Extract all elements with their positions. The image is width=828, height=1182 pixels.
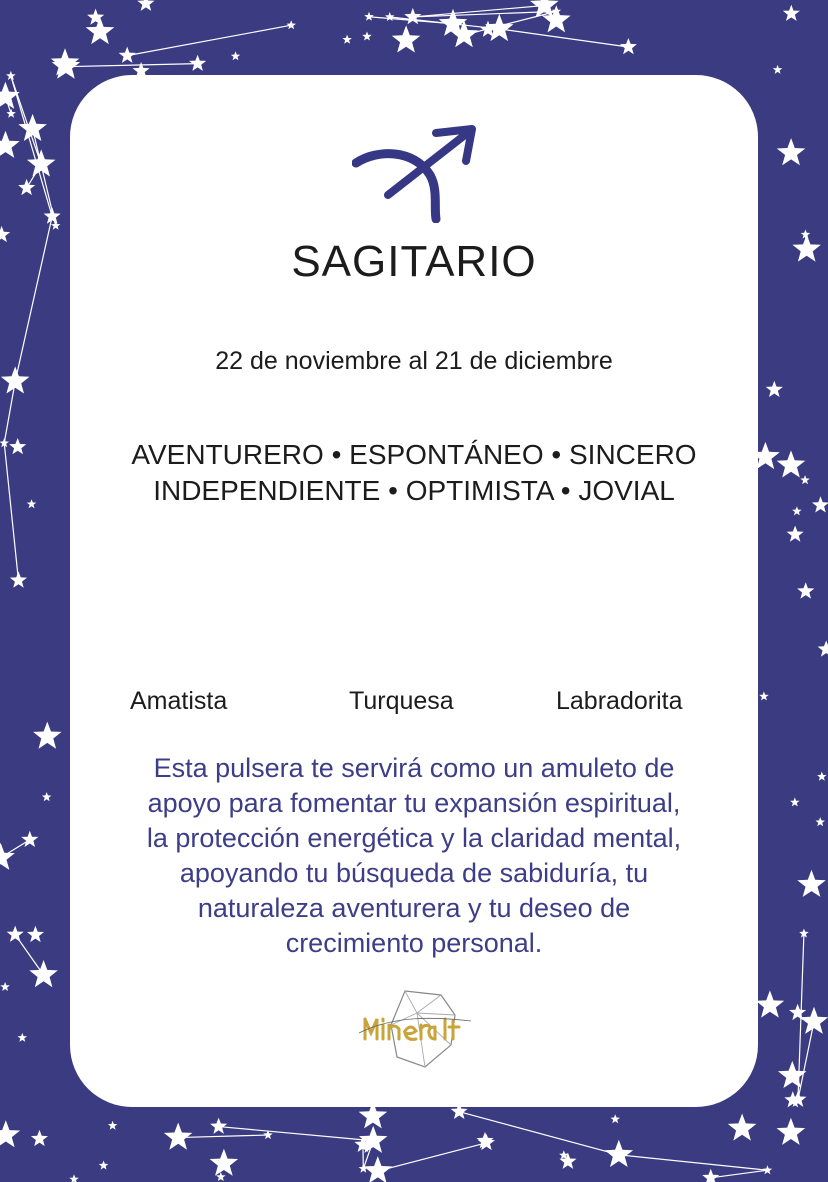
constellation-line xyxy=(219,1127,374,1141)
star-icon xyxy=(287,20,297,29)
star-icon xyxy=(485,14,514,41)
constellation-line xyxy=(378,1143,487,1171)
constellation-line xyxy=(15,216,52,381)
description-line: apoyo para fomentar tu expansión espiritual, xyxy=(147,788,681,818)
star-icon xyxy=(6,109,16,118)
constellation-line xyxy=(11,76,41,164)
star-icon xyxy=(777,450,806,477)
traits-list xyxy=(70,437,758,509)
star-icon xyxy=(611,1114,621,1123)
star-icon xyxy=(231,51,241,60)
star-icon xyxy=(27,149,56,176)
star-icon xyxy=(0,843,15,870)
constellation-line xyxy=(619,1155,768,1170)
star-icon xyxy=(797,870,826,897)
star-icon xyxy=(33,722,62,749)
constellation-line xyxy=(66,64,198,67)
star-icon xyxy=(816,817,826,826)
description-line: naturaleza aventurera y tu deseo de xyxy=(197,893,631,923)
star-icon xyxy=(99,1161,109,1170)
star-icon xyxy=(0,1120,20,1147)
description-line: apoyando tu búsqueda de sabiduría, tu xyxy=(179,858,649,888)
star-icon xyxy=(800,475,810,484)
star-icon xyxy=(108,1121,118,1130)
star-icon xyxy=(342,35,352,44)
star-icon xyxy=(29,960,58,987)
sagittarius-arrow-icon xyxy=(352,123,482,223)
star-icon xyxy=(787,526,804,542)
star-icon xyxy=(18,114,47,141)
zodiac-card xyxy=(70,75,758,1107)
star-icon xyxy=(119,47,136,63)
star-icon xyxy=(27,926,44,942)
constellation-line xyxy=(711,1170,768,1178)
traits-line-1: AVENTURERO • ESPONTÁNEO • SINCERO xyxy=(131,439,697,470)
star-icon xyxy=(792,235,821,262)
star-icon xyxy=(0,131,20,158)
stone-label: Turquesa xyxy=(349,687,454,715)
star-icon xyxy=(69,1174,79,1182)
star-icon xyxy=(392,25,421,52)
star-icon xyxy=(1,366,30,393)
star-icon xyxy=(817,772,827,781)
star-icon xyxy=(812,496,828,512)
star-icon xyxy=(189,55,206,71)
star-icon xyxy=(728,1114,757,1141)
description-line: Esta pulsera te servirá como un amuleto de xyxy=(153,753,675,783)
star-icon xyxy=(773,65,783,74)
star-icon xyxy=(42,792,52,801)
star-icon xyxy=(18,179,35,195)
star-icon xyxy=(86,17,115,44)
star-icon xyxy=(790,797,800,806)
star-icon xyxy=(797,582,814,598)
star-icon xyxy=(21,831,38,847)
star-icon xyxy=(777,1118,806,1145)
description-line: la protección energética y la claridad mental, xyxy=(146,823,682,853)
star-icon xyxy=(620,38,637,54)
constellation-line xyxy=(499,29,628,47)
stone-label: Labradorita xyxy=(556,687,683,715)
description-text xyxy=(94,751,734,961)
star-icon xyxy=(210,1149,239,1176)
star-icon xyxy=(9,438,26,454)
star-icon xyxy=(364,1156,393,1182)
star-icon xyxy=(364,12,374,21)
star-icon xyxy=(783,5,800,21)
star-icon xyxy=(777,138,806,165)
star-icon xyxy=(362,32,372,41)
constellation-line xyxy=(178,1135,268,1138)
star-icon xyxy=(44,207,61,223)
star-icon xyxy=(818,640,828,656)
star-icon xyxy=(759,691,769,700)
constellation-line xyxy=(4,443,18,580)
star-icon xyxy=(778,1061,807,1088)
star-icon xyxy=(52,52,80,79)
star-icon xyxy=(404,8,421,24)
sign-dates: 22 de noviembre al 21 de diciembre xyxy=(215,347,613,375)
constellation-line xyxy=(11,76,52,216)
mineral-crystal-logo xyxy=(355,985,475,1075)
star-icon xyxy=(792,506,802,515)
star-icon xyxy=(0,982,10,991)
star-icon xyxy=(210,1118,227,1134)
constellation-line xyxy=(127,25,291,55)
star-icon xyxy=(766,381,783,397)
star-icon xyxy=(385,12,395,21)
stone-label: Amatista xyxy=(130,687,228,715)
star-icon xyxy=(137,0,154,11)
star-icon xyxy=(763,1165,773,1174)
star-icon xyxy=(31,1130,48,1146)
star-icon xyxy=(7,926,24,942)
star-icon xyxy=(27,499,37,508)
star-icon xyxy=(0,226,10,242)
description-line: crecimiento personal. xyxy=(285,928,543,958)
sign-title: SAGITARIO xyxy=(291,237,537,286)
constellation-line xyxy=(413,11,557,17)
star-icon xyxy=(756,990,785,1017)
star-icon xyxy=(18,1033,28,1042)
star-icon xyxy=(164,1123,193,1150)
star-icon xyxy=(702,1169,719,1182)
star-icon xyxy=(605,1140,634,1167)
constellation-line xyxy=(413,6,545,17)
star-icon xyxy=(6,71,16,80)
traits-line-2: INDEPENDIENTE • OPTIMISTA • JOVIAL xyxy=(153,475,675,506)
star-icon xyxy=(10,571,27,587)
